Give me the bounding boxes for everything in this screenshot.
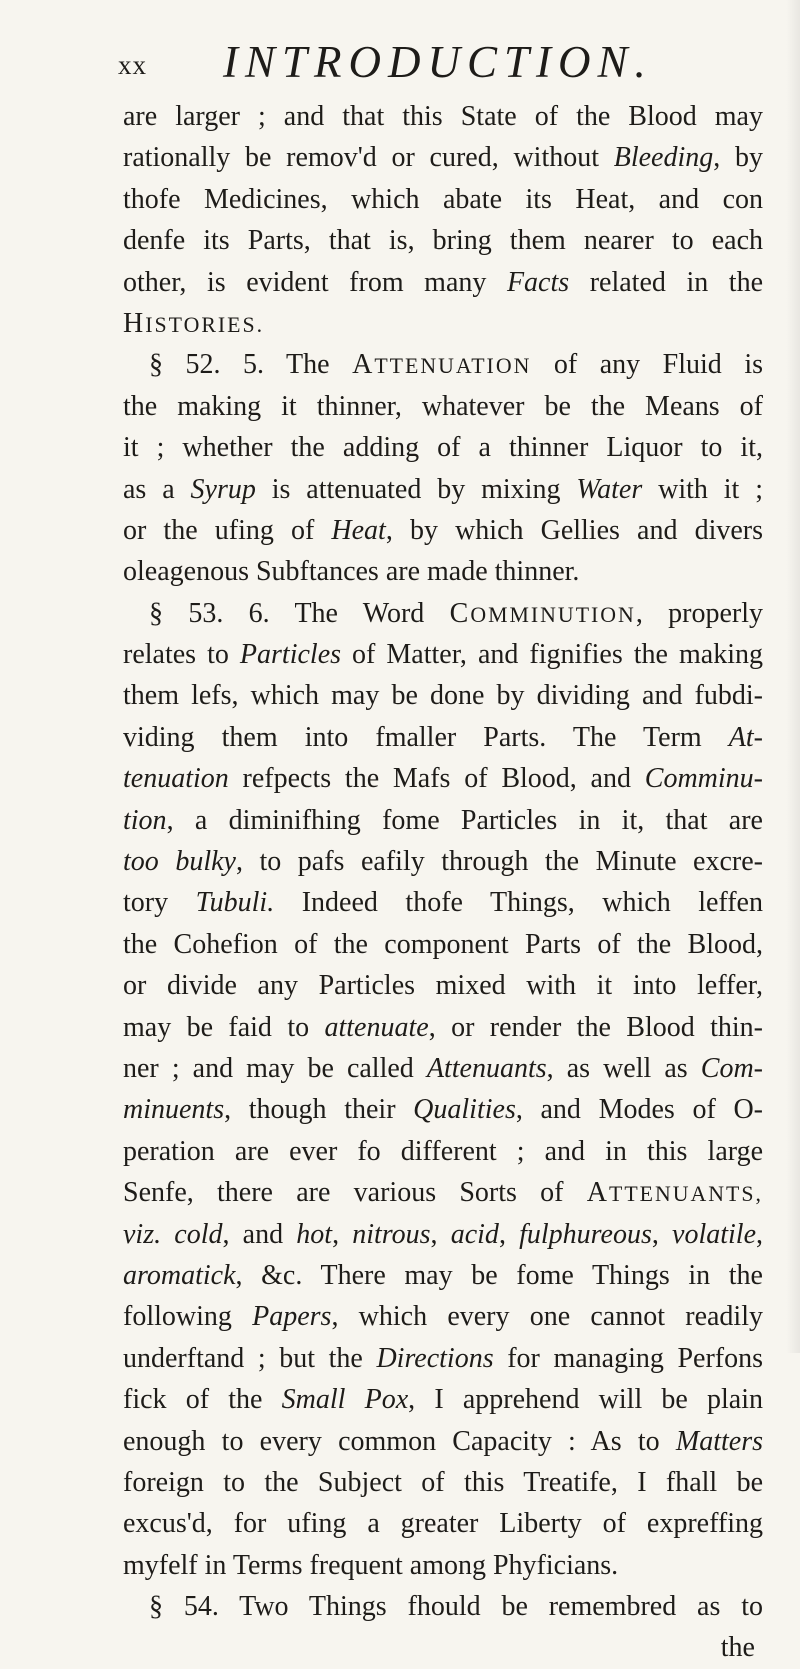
text-segment: thofe Medicines, which abate its Heat, and con — [123, 183, 763, 215]
italic-text: hot — [296, 1218, 333, 1250]
italic-text: minuents — [123, 1094, 225, 1126]
text-segment: , or render the Blood thin- — [428, 1011, 764, 1043]
text-line — [123, 965, 763, 1006]
text-segment: underftand ; but the — [123, 1342, 377, 1374]
text-segment: the Cohefion of the component Parts of the Blood, — [123, 928, 763, 960]
text-line — [123, 634, 763, 675]
text-segment: peration are ever fo different ; and in this large — [123, 1135, 763, 1167]
italic-text: Bleeding — [613, 142, 714, 174]
italic-text: Facts — [506, 266, 570, 298]
italic-text: Particles — [239, 639, 342, 671]
text-segment — [161, 1219, 174, 1250]
text-segment: viding them into fmaller Parts. The Term — [123, 721, 729, 753]
text-segment: for managing Perfons — [493, 1342, 763, 1374]
italic-text: fulphureous — [519, 1218, 652, 1250]
text-segment: foreign to the Subject of this Treatife, I fhall be — [123, 1466, 763, 1498]
italic-text: Tubuli. — [195, 887, 275, 919]
small-caps-text: HISTORIES. — [123, 307, 265, 339]
text-segment: may be faid to — [123, 1011, 325, 1043]
text-segment: denfe its Parts, that is, bring them nearer to each — [123, 225, 763, 257]
text-line — [123, 1379, 763, 1420]
text-line — [123, 179, 763, 220]
text-line — [123, 1586, 763, 1627]
italic-text: Directions — [376, 1342, 494, 1374]
text-segment: excus'd, for ufing a greater Liberty of expreffing — [123, 1508, 763, 1540]
text-segment: oleagenous Subftances are made thinner. — [123, 556, 580, 588]
italic-text: viz. — [123, 1218, 162, 1250]
text-segment: as a — [123, 473, 191, 505]
italic-text: Papers — [252, 1301, 332, 1333]
text-segment: the — [720, 1632, 755, 1664]
text-segment: of any Fluid is — [531, 349, 763, 381]
page-edge-shadow — [786, 0, 800, 1353]
body-text — [123, 96, 763, 1669]
text-line — [123, 800, 763, 841]
text-line — [123, 1421, 763, 1462]
italic-text: too bulky — [123, 846, 236, 878]
text-line — [123, 1462, 763, 1503]
text-line — [123, 386, 763, 427]
text-segment: , by — [713, 142, 763, 174]
text-segment: , though their — [224, 1094, 414, 1126]
text-segment: , — [756, 1218, 764, 1250]
text-segment: , &c. There may be fome Things in the — [235, 1259, 763, 1291]
page-header — [118, 36, 758, 86]
running-head: INTRODUCTION. — [223, 37, 653, 87]
small-caps-text: ATTENUATION — [352, 349, 532, 381]
text-line — [123, 1048, 763, 1089]
text-line — [123, 551, 763, 592]
text-segment: relates to — [123, 639, 240, 671]
italic-text: acid — [450, 1218, 499, 1250]
text-line — [123, 1214, 763, 1255]
text-segment: enough to every common Capacity : As to — [123, 1425, 676, 1457]
text-line — [123, 675, 763, 716]
text-segment: , as well as — [546, 1052, 701, 1084]
italic-text: attenuate — [324, 1011, 429, 1043]
text-segment: or the ufing of — [123, 514, 332, 546]
small-caps-text: ATTENUANTS, — [586, 1177, 763, 1209]
text-segment: § 53. 6. The Word — [149, 597, 450, 629]
text-segment: , and — [222, 1218, 297, 1250]
text-line — [123, 1545, 763, 1586]
text-line — [123, 137, 763, 178]
text-segment: fick of the — [123, 1384, 282, 1416]
text-segment: , — [498, 1218, 520, 1250]
text-segment: it ; whether the adding of a thinner Liquor to it, — [123, 432, 763, 464]
text-line — [123, 924, 763, 965]
text-segment: , to pafs eafily through the Minute excre- — [235, 846, 763, 878]
text-segment: Senfe, there are various Sorts of — [123, 1177, 587, 1209]
text-line — [123, 1503, 763, 1544]
text-segment: tory — [123, 887, 196, 919]
text-segment: , which every one cannot readily — [331, 1301, 763, 1333]
italic-text: cold — [174, 1218, 223, 1250]
italic-text: At- — [728, 721, 763, 753]
italic-text: Qualities — [413, 1094, 516, 1126]
text-line — [123, 469, 763, 510]
text-line — [123, 1296, 763, 1337]
italic-text: Comminu- — [644, 763, 763, 795]
text-line — [123, 220, 763, 261]
text-segment: the making it thinner, whatever be the Means of — [123, 390, 763, 422]
text-line — [123, 1089, 763, 1130]
text-line — [123, 1255, 763, 1296]
text-line — [123, 758, 763, 799]
italic-text: Attenuants — [426, 1052, 547, 1084]
text-segment: § 54. Two Things fhould be remembred as to — [149, 1591, 763, 1623]
italic-text: Heat — [331, 514, 386, 546]
text-line — [123, 1007, 763, 1048]
text-segment: , properly — [635, 597, 764, 629]
text-segment: , a diminifhing fome Particles in it, that are — [166, 804, 763, 836]
text-line — [123, 1172, 763, 1213]
italic-text: tenuation — [123, 763, 229, 795]
text-segment: or divide any Particles mixed with it into leffer, — [123, 970, 763, 1002]
text-segment: them lefs, which may be done by dividing and fubdi- — [123, 680, 763, 712]
text-segment: , — [332, 1218, 353, 1250]
text-line — [123, 593, 763, 634]
text-segment: of Matter, and fignifies the making — [341, 639, 763, 671]
catchword — [123, 1627, 763, 1668]
text-segment: , and Modes of O- — [515, 1094, 763, 1126]
italic-text: tion — [123, 804, 167, 836]
text-line — [123, 510, 763, 551]
text-segment: other, is evident from many — [123, 266, 507, 298]
text-line — [123, 262, 763, 303]
text-segment: , I apprehend will be plain — [408, 1384, 764, 1416]
text-segment: , — [651, 1218, 673, 1250]
text-segment: with it ; — [642, 473, 763, 505]
italic-text: Com- — [700, 1052, 763, 1084]
small-caps-text: COMMINUTION — [449, 597, 636, 629]
text-segment: ner ; and may be called — [123, 1052, 427, 1084]
text-line — [123, 1131, 763, 1172]
text-segment: is attenuated by mixing — [255, 473, 577, 505]
text-line — [123, 717, 763, 758]
italic-text: nitrous — [352, 1218, 431, 1250]
page-number: xx — [118, 50, 147, 80]
text-line — [123, 882, 763, 923]
text-segment: following — [123, 1301, 253, 1333]
italic-text: Water — [576, 473, 643, 505]
text-segment: refpects the Mafs of Blood, and — [228, 763, 645, 795]
text-segment: are larger ; and that this State of the Blood may — [123, 101, 763, 132]
text-line — [123, 96, 763, 137]
italic-text: Small Pox — [281, 1384, 409, 1416]
text-segment: related in the — [569, 266, 763, 298]
text-line — [123, 427, 763, 468]
italic-text: aromatick — [123, 1259, 236, 1291]
text-line — [123, 1338, 763, 1379]
text-segment: Indeed thofe Things, which leffen — [274, 887, 763, 919]
text-segment: rationally be remov'd or cured, without — [123, 142, 614, 174]
text-segment: , — [430, 1218, 451, 1250]
italic-text: volatile — [672, 1218, 757, 1250]
text-segment: myfelf in Terms frequent among Phyficians. — [123, 1549, 619, 1581]
text-line — [123, 303, 763, 344]
text-line — [123, 344, 763, 385]
italic-text: Matters — [675, 1425, 763, 1457]
text-line — [123, 841, 763, 882]
text-segment: § 52. 5. The — [149, 349, 353, 381]
text-segment: , by which Gellies and divers — [385, 514, 763, 546]
italic-text: Syrup — [190, 473, 256, 505]
